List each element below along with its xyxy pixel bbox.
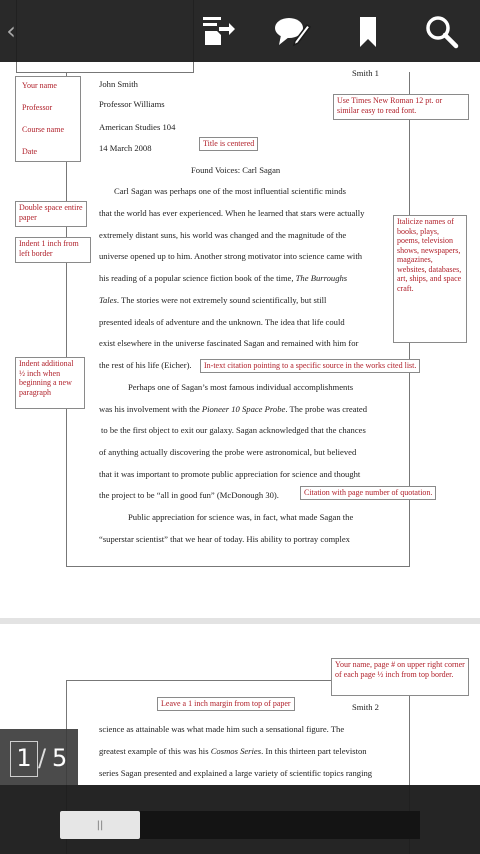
note-double-space: Double space entire paper — [15, 201, 87, 227]
bottom-toolbar — [0, 785, 480, 854]
body-line: the rest of his life (Eicher). — [99, 360, 192, 370]
page-header: Smith 2 — [352, 702, 379, 712]
grip-icon: || — [96, 819, 104, 831]
annotate-icon[interactable] — [272, 12, 312, 52]
body-line: that the world has ever experienced. When he learned that stars were actually — [99, 208, 365, 218]
paper-title: Found Voices: Carl Sagan — [191, 165, 281, 175]
reflow-icon[interactable] — [198, 12, 238, 52]
body-line: exist elsewhere in the universe fascinated Sagan and remained with him for — [99, 338, 359, 348]
heading-professor: Professor Williams — [99, 99, 165, 109]
body-line: Public appreciation for science was, in fact, what made Sagan the — [128, 512, 354, 522]
total-pages: 5 — [52, 744, 68, 772]
current-page-number[interactable]: 1 — [10, 741, 38, 777]
note-page-number: Your name, page # on upper right corner of each page ½ inch from top border. — [331, 658, 469, 696]
body-line: Tales. The stories were not extremely sound scientifically, but still — [99, 295, 327, 305]
body-line: “superstar scientist” that we hear of today. His ability to portray complex — [99, 534, 350, 544]
page-indicator[interactable] — [0, 729, 78, 785]
body-line: universe opened up to him. Another strong motivator into science came with — [99, 251, 363, 261]
search-icon[interactable] — [422, 12, 462, 52]
body-line: Perhaps one of Sagan’s most famous individual accomplishments — [128, 382, 354, 392]
body-line: science as attainable was what made him such a sensational figure. The — [99, 724, 345, 734]
note-top-margin: Leave a 1 inch margin from top of paper — [157, 697, 295, 711]
note-indent-half: Indent additional ½ inch when beginning a new paragraph — [15, 357, 85, 409]
page-header: Smith 1 — [352, 68, 379, 78]
heading-date: 14 March 2008 — [99, 143, 152, 153]
page-scrubber-track[interactable] — [60, 811, 420, 839]
body-line: series Sagan presented and explained a large variety of scientific topics ranging — [99, 768, 373, 778]
body-line: was his involvement with the Pioneer 10 Space Probe. The probe was created — [99, 404, 368, 414]
heading-course: American Studies 104 — [99, 122, 176, 132]
note-title-centered: Title is centered — [199, 137, 258, 151]
body-line: greatest example of this was his Cosmos Series. In this thirteen part televiston — [99, 746, 367, 756]
note-in-text-citation: In-text citation pointing to a specific source in the works cited list. — [200, 359, 420, 373]
note-italicize: Italicize names of books, plays, poems, television shows, newspapers, magazines, websites, databases, art, ships, and space craft. — [393, 215, 467, 343]
body-line: extremely distant suns, his world was changed and the magnitude of the — [99, 230, 347, 240]
label-course-name: Course name — [22, 125, 64, 134]
top-toolbar — [0, 0, 480, 62]
back-chevron-icon[interactable]: ‹ — [6, 17, 16, 45]
body-line: presented ideals of adventure and the unknown. The idea that life could — [99, 317, 345, 327]
label-your-name: Your name — [22, 81, 57, 90]
heading-name: John Smith — [99, 79, 138, 89]
heading-labels-box — [15, 76, 81, 162]
label-date: Date — [22, 147, 38, 156]
body-line: of anything actually discovering the probe were astronomical, but believed — [99, 447, 357, 457]
page-scrubber-thumb[interactable] — [60, 811, 140, 839]
body-line: the project to be “all in good fun” (McDonough 30). — [99, 490, 279, 500]
page-separator-slash: / — [38, 744, 47, 772]
label-professor: Professor — [22, 103, 53, 112]
body-line: that it was important to promote public appreciation for science and thought — [99, 469, 361, 479]
note-font: Use Times New Roman 12 pt. or similar easy to read font. — [333, 94, 469, 120]
bookmark-icon[interactable] — [348, 12, 388, 52]
note-indent-1: Indent 1 inch from left border — [15, 237, 91, 263]
body-line: Carl Sagan was perhaps one of the most influential scientific minds — [114, 186, 346, 196]
body-line: to be the first object to exit our galaxy. Sagan acknowledged that the chances — [101, 425, 366, 435]
body-line: his reading of a popular science fiction book of the time, The Burroughs — [99, 273, 348, 283]
note-page-citation: Citation with page number of quotation. — [300, 486, 436, 500]
